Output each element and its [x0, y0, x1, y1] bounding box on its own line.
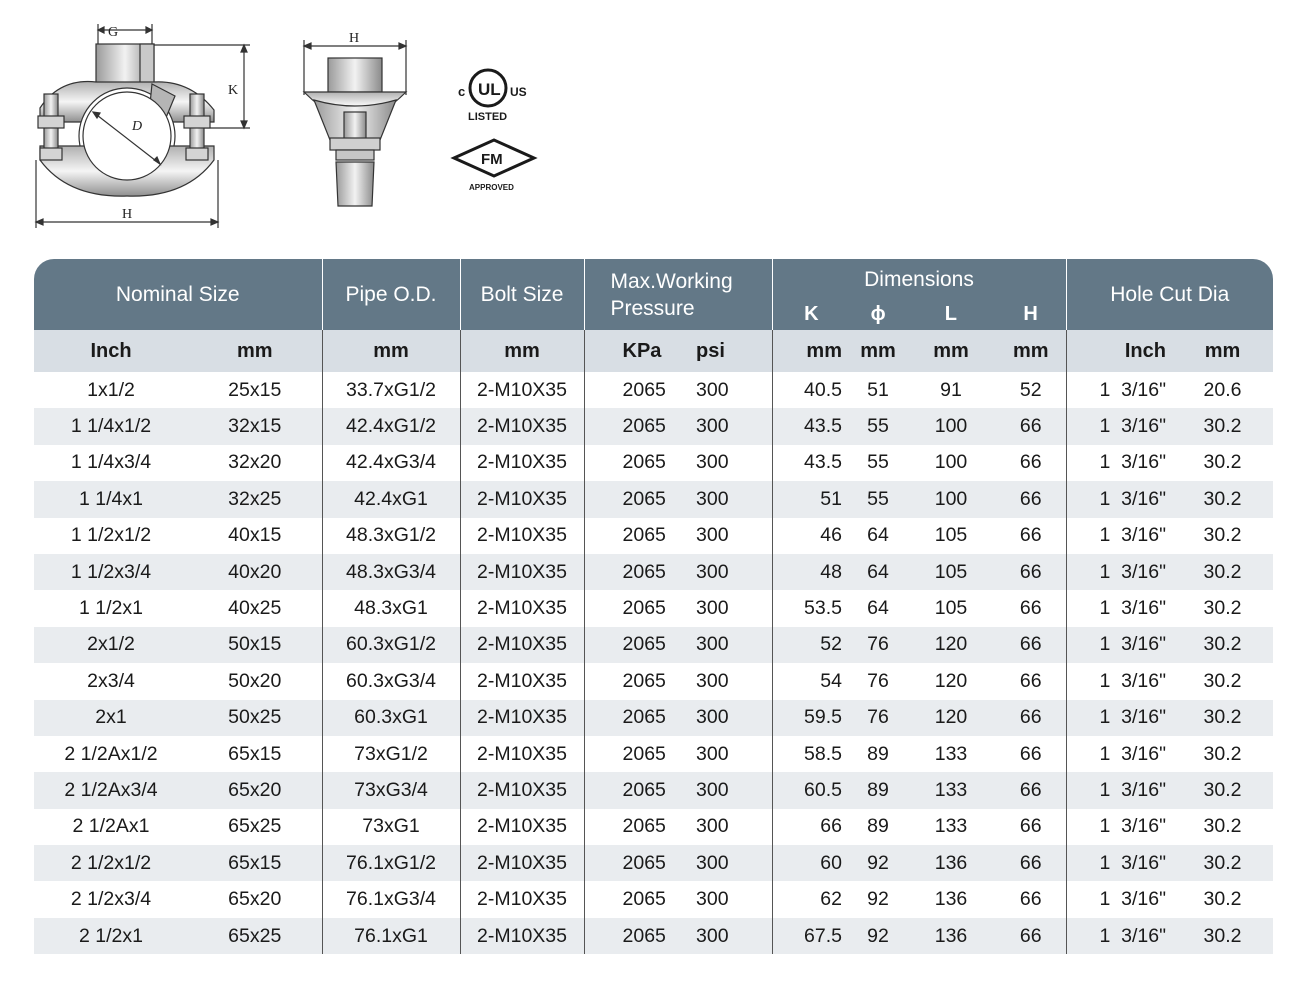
cell-pipe-od: 42.4xG3/4: [322, 445, 460, 481]
cell-kpa: 2065: [584, 372, 682, 408]
cell-dim-phi: 92: [850, 845, 906, 881]
cell-hole-inch: 1 3/16": [1066, 736, 1172, 772]
cell-dim-k: 62: [772, 881, 850, 917]
cell-mm: 32x15: [188, 408, 322, 444]
cell-mm: 65x25: [188, 918, 322, 954]
cell-hole-mm: 30.2: [1172, 700, 1273, 736]
cell-inch: 2 1/2x1/2: [34, 845, 188, 881]
cell-dim-k: 59.5: [772, 700, 850, 736]
cell-inch: 2x1: [34, 700, 188, 736]
header-pressure-line1: Max.Working: [610, 269, 733, 293]
cell-pipe-od: 73xG3/4: [322, 772, 460, 808]
svg-text:US: US: [510, 85, 527, 99]
cell-kpa: 2065: [584, 518, 682, 554]
cell-kpa: 2065: [584, 881, 682, 917]
cell-pipe-od: 42.4xG1/2: [322, 408, 460, 444]
cell-bolt-size: 2-M10X35: [460, 627, 584, 663]
cell-inch: 2x3/4: [87, 669, 135, 692]
subheader-pipe-mm: mm: [322, 330, 460, 372]
cell-dim-l: 105: [934, 524, 968, 547]
cell-dim-h: 66: [1019, 815, 1042, 838]
cell-psi: 300: [696, 815, 729, 838]
cell-psi: 300: [682, 918, 772, 954]
cell-bolt-size: 2-M10X35: [460, 408, 584, 444]
subheader-kpa: KPa: [584, 330, 682, 372]
cell-kpa: 2065: [584, 445, 682, 481]
cell-dim-phi: 64: [867, 597, 889, 620]
subheader-hole-mm: mm: [1172, 330, 1273, 372]
cell-bolt-size: 2-M10X35: [460, 554, 584, 590]
cell-dim-l: 91: [940, 378, 962, 401]
cell-dim-l: 136: [934, 888, 968, 911]
dim-label-h-side: H: [349, 31, 360, 46]
cell-dim-h: 66: [996, 554, 1066, 590]
cell-psi: 300: [682, 700, 772, 736]
cell-bolt-size: 2-M10X35: [460, 590, 584, 626]
cell-psi: 300: [682, 554, 772, 590]
cell-dim-h: 66: [996, 845, 1066, 881]
table-header-row: [34, 259, 1273, 330]
cell-dim-phi: 64: [850, 554, 906, 590]
cell-kpa: 2065: [584, 481, 682, 517]
cell-mm: 40x25: [228, 597, 282, 620]
svg-text:FM: FM: [481, 151, 503, 168]
table-row: [34, 772, 1273, 808]
cell-dim-l: 100: [906, 408, 996, 444]
cell-psi: 300: [682, 772, 772, 808]
table-row: [34, 918, 1273, 954]
cell-inch: 2x1/2: [34, 627, 188, 663]
subheader-phi-mm: mm: [850, 330, 906, 372]
header-pipe-od: Pipe O.D.: [322, 259, 460, 330]
cell-hole-mm: 30.2: [1203, 742, 1242, 765]
cell-pipe-od: 76.1xG1: [322, 918, 460, 954]
cell-dim-l: 105: [906, 554, 996, 590]
cell-psi: 300: [682, 627, 772, 663]
subheader-mm: mm: [188, 330, 322, 372]
cell-psi: 300: [696, 669, 729, 692]
cell-inch: 1 1/2x1: [79, 597, 143, 620]
cell-bolt-size: 2-M10X35: [460, 518, 584, 554]
side-view: [304, 40, 406, 206]
table-row: [34, 445, 1273, 481]
cell-pipe-od: 33.7xG1/2: [322, 372, 460, 408]
cell-dim-k: 48: [772, 554, 850, 590]
table-row: [34, 736, 1273, 772]
cell-inch: 2 1/2Ax1/2: [64, 742, 158, 765]
cell-dim-phi: 89: [850, 772, 906, 808]
cell-dim-k: 43.5: [772, 445, 850, 481]
cell-dim-l: 120: [906, 700, 996, 736]
cell-dim-phi: 76: [867, 669, 889, 692]
cell-hole-inch: 1 3/16": [1066, 918, 1172, 954]
cell-psi: 300: [696, 451, 729, 474]
cell-kpa: 2065: [584, 772, 682, 808]
cell-kpa: 2065: [584, 845, 682, 881]
cell-hole-inch: 1 3/16": [1066, 881, 1172, 917]
cell-kpa: 2065: [584, 554, 682, 590]
cell-inch: 2 1/2x1: [34, 918, 188, 954]
cell-dim-phi: 76: [850, 627, 906, 663]
cell-dim-k: 51: [772, 481, 850, 517]
cell-hole-inch: 1 3/16": [1066, 408, 1172, 444]
cell-hole-inch: 1 3/16": [1066, 700, 1172, 736]
cell-bolt-size: 2-M10X35: [460, 481, 584, 517]
cell-bolt-size: 2-M10X35: [460, 845, 584, 881]
cell-inch: 2 1/2x3/4: [70, 888, 152, 911]
header-nominal-size: Nominal Size: [34, 259, 322, 330]
cell-inch: 1 1/2x1/2: [70, 524, 152, 547]
cell-dim-l: 120: [906, 627, 996, 663]
svg-text:UL: UL: [478, 80, 501, 99]
subheader-h-mm: mm: [996, 330, 1066, 372]
cell-dim-phi: 89: [867, 815, 889, 838]
mechanical-tee-drawing: [0, 0, 560, 240]
cell-psi: 300: [682, 408, 772, 444]
cell-dim-l: 105: [934, 597, 968, 620]
cell-dim-phi: 51: [867, 378, 889, 401]
cell-dim-k: 60.5: [772, 772, 850, 808]
cell-dim-k: 66: [772, 809, 850, 845]
cell-dim-phi: 92: [850, 918, 906, 954]
table-row: [34, 554, 1273, 590]
cell-hole-inch: 1 3/16": [1066, 663, 1172, 699]
cell-pipe-od: 60.3xG3/4: [322, 663, 460, 699]
cell-pipe-od: 42.4xG1: [322, 481, 460, 517]
cell-pipe-od: 73xG1: [322, 809, 460, 845]
cell-dim-h: 66: [996, 408, 1066, 444]
cell-mm: 65x15: [228, 742, 282, 765]
cell-hole-inch: 1 3/16": [1066, 518, 1172, 554]
cell-dim-phi: 92: [867, 888, 889, 911]
cell-mm: 65x25: [228, 815, 282, 838]
cell-hole-inch: 1 3/16": [1066, 845, 1172, 881]
cell-dim-l: 120: [934, 669, 968, 692]
cell-kpa: 2065: [584, 627, 682, 663]
cell-bolt-size: 2-M10X35: [460, 445, 584, 481]
cell-hole-mm: 30.2: [1203, 888, 1242, 911]
cell-bolt-size: 2-M10X35: [460, 663, 584, 699]
cell-dim-k: 54: [772, 663, 850, 699]
cell-inch: 2 1/2Ax1: [72, 815, 150, 838]
cell-kpa: 2065: [584, 736, 682, 772]
cell-hole-mm: 20.6: [1203, 378, 1242, 401]
cell-bolt-size: 2-M10X35: [460, 372, 584, 408]
cell-bolt-size: 2-M10X35: [460, 881, 584, 917]
dim-label-g: G: [108, 25, 119, 40]
table-row: [34, 518, 1273, 554]
cell-dim-h: 66: [1019, 742, 1042, 765]
cell-mm: 40x15: [228, 524, 282, 547]
cell-dim-h: 66: [1019, 669, 1042, 692]
cell-dim-l: 133: [934, 815, 968, 838]
subheader-l-mm: mm: [906, 330, 996, 372]
cell-dim-k: 60: [772, 845, 850, 881]
cell-hole-mm: 30.2: [1203, 815, 1242, 838]
cell-dim-h: 66: [996, 918, 1066, 954]
cell-dim-h: 52: [1019, 378, 1042, 401]
cell-mm: 40x20: [188, 554, 322, 590]
cell-dim-h: 66: [996, 627, 1066, 663]
spec-table-wrapper: [34, 259, 1273, 954]
header-pressure-line2: Pressure: [610, 296, 695, 320]
table-row: [34, 627, 1273, 663]
cell-dim-l: 133: [906, 772, 996, 808]
cell-inch: 1 1/4x1/2: [34, 408, 188, 444]
cell-dim-h: 66: [996, 700, 1066, 736]
cell-hole-inch: 1 3/16": [1066, 627, 1172, 663]
table-row: [34, 700, 1273, 736]
spec-table-body: [34, 372, 1273, 954]
cell-dim-phi: 55: [850, 481, 906, 517]
cell-psi: 300: [682, 481, 772, 517]
cell-hole-inch: 1 3/16": [1066, 445, 1172, 481]
header-dimensions: [772, 259, 1066, 330]
cell-pipe-od: 48.3xG3/4: [322, 554, 460, 590]
cell-dim-l: 136: [906, 918, 996, 954]
cell-inch: 1x1/2: [87, 378, 135, 401]
subheader-inch: Inch: [34, 330, 188, 372]
cell-inch: 1 1/4x3/4: [70, 451, 152, 474]
cell-mm: 25x15: [228, 378, 282, 401]
cell-hole-inch: 1 3/16": [1066, 554, 1172, 590]
cell-dim-l: 136: [906, 845, 996, 881]
cell-pipe-od: 48.3xG1/2: [322, 518, 460, 554]
cell-pipe-od: 48.3xG1: [322, 590, 460, 626]
front-view: [36, 24, 250, 228]
header-dim-k: K: [804, 303, 819, 325]
cell-inch: 2 1/2Ax3/4: [34, 772, 188, 808]
fm-approved-logo: [454, 140, 534, 192]
cell-hole-mm: 30.2: [1172, 554, 1273, 590]
cell-bolt-size: 2-M10X35: [460, 736, 584, 772]
cell-mm: 50x15: [188, 627, 322, 663]
cell-psi: 300: [696, 378, 729, 401]
cell-dim-l: 100: [934, 451, 968, 474]
table-subheader-row: [34, 330, 1273, 372]
header-pressure: [584, 259, 772, 330]
svg-text:APPROVED: APPROVED: [469, 183, 514, 192]
cell-hole-inch: 1 3/16": [1066, 372, 1172, 408]
cell-dim-phi: 64: [867, 524, 889, 547]
table-row: [34, 372, 1273, 408]
cell-dim-k: 43.5: [772, 408, 850, 444]
cell-dim-k: 53.5: [772, 590, 850, 626]
subheader-k-mm: mm: [772, 330, 850, 372]
table-row: [34, 881, 1273, 917]
cell-hole-inch: 1 3/16": [1066, 772, 1172, 808]
svg-text:c: c: [458, 84, 466, 99]
cell-pipe-od: 73xG1/2: [322, 736, 460, 772]
cell-pipe-od: 60.3xG1/2: [322, 627, 460, 663]
header-dim-h: H: [1023, 303, 1038, 325]
dim-label-k: K: [228, 83, 239, 98]
subheader-hole-inch: Inch: [1066, 330, 1172, 372]
svg-text:LISTED: LISTED: [468, 111, 508, 123]
spec-table: [34, 259, 1273, 954]
cell-dim-h: 66: [1019, 888, 1042, 911]
table-row: [34, 809, 1273, 845]
dim-label-d: D: [132, 119, 143, 134]
cell-hole-inch: 1 3/16": [1066, 481, 1172, 517]
cell-hole-mm: 30.2: [1172, 408, 1273, 444]
cell-mm: 65x15: [188, 845, 322, 881]
header-dim-phi: ϕ: [870, 303, 886, 325]
ul-listed-logo: [458, 70, 527, 123]
cell-hole-inch: 1 3/16": [1066, 590, 1172, 626]
cell-mm: 65x20: [228, 888, 282, 911]
cell-kpa: 2065: [584, 590, 682, 626]
header-bolt-size: Bolt Size: [460, 259, 584, 330]
cell-dim-phi: 55: [850, 408, 906, 444]
subheader-bolt-mm: mm: [460, 330, 584, 372]
cell-hole-mm: 30.2: [1172, 481, 1273, 517]
cell-dim-phi: 76: [850, 700, 906, 736]
header-dim-l: L: [944, 303, 957, 325]
dim-label-h-front: H: [122, 207, 133, 222]
table-row: [34, 663, 1273, 699]
cell-kpa: 2065: [584, 809, 682, 845]
cell-dim-k: 58.5: [772, 736, 850, 772]
cell-bolt-size: 2-M10X35: [460, 809, 584, 845]
cell-inch: 1 1/2x3/4: [34, 554, 188, 590]
cell-dim-h: 66: [1019, 524, 1042, 547]
cell-dim-phi: 55: [867, 451, 889, 474]
cell-pipe-od: 60.3xG1: [322, 700, 460, 736]
cell-dim-k: 46: [772, 518, 850, 554]
cell-psi: 300: [696, 742, 729, 765]
table-row: [34, 481, 1273, 517]
table-row: [34, 408, 1273, 444]
cell-dim-l: 100: [906, 481, 996, 517]
table-row: [34, 590, 1273, 626]
header-dimensions-sub: [773, 303, 1066, 326]
cell-dim-k: 40.5: [772, 372, 850, 408]
cell-hole-mm: 30.2: [1203, 669, 1242, 692]
cell-dim-k: 52: [772, 627, 850, 663]
cell-bolt-size: 2-M10X35: [460, 700, 584, 736]
cell-kpa: 2065: [584, 663, 682, 699]
subheader-psi: psi: [682, 330, 772, 372]
cell-bolt-size: 2-M10X35: [460, 772, 584, 808]
cell-psi: 300: [696, 888, 729, 911]
cell-dim-l: 133: [934, 742, 968, 765]
cell-dim-h: 66: [1019, 597, 1042, 620]
cell-kpa: 2065: [584, 700, 682, 736]
cell-hole-mm: 30.2: [1172, 627, 1273, 663]
cell-pipe-od: 76.1xG1/2: [322, 845, 460, 881]
cell-psi: 300: [682, 845, 772, 881]
cell-dim-phi: 89: [867, 742, 889, 765]
cell-kpa: 2065: [584, 408, 682, 444]
cell-mm: 50x20: [228, 669, 282, 692]
cell-hole-mm: 30.2: [1172, 918, 1273, 954]
cell-hole-inch: 1 3/16": [1066, 809, 1172, 845]
cell-mm: 32x25: [188, 481, 322, 517]
cell-dim-h: 66: [1019, 451, 1042, 474]
cell-psi: 300: [696, 524, 729, 547]
cell-psi: 300: [696, 597, 729, 620]
cell-mm: 32x20: [228, 451, 282, 474]
cell-hole-mm: 30.2: [1203, 451, 1242, 474]
header-hole-cut-dia: Hole Cut Dia: [1066, 259, 1273, 330]
cell-dim-h: 66: [996, 772, 1066, 808]
cell-kpa: 2065: [584, 918, 682, 954]
cell-hole-mm: 30.2: [1203, 597, 1242, 620]
header-dimensions-title: Dimensions: [864, 268, 974, 291]
cell-mm: 50x25: [188, 700, 322, 736]
cell-mm: 65x20: [188, 772, 322, 808]
cell-dim-h: 66: [996, 481, 1066, 517]
cell-pipe-od: 76.1xG3/4: [322, 881, 460, 917]
table-row: [34, 845, 1273, 881]
cell-dim-k: 67.5: [772, 918, 850, 954]
cell-bolt-size: 2-M10X35: [460, 918, 584, 954]
cell-inch: 1 1/4x1: [34, 481, 188, 517]
cell-hole-mm: 30.2: [1172, 772, 1273, 808]
technical-drawings: [0, 0, 560, 240]
cell-hole-mm: 30.2: [1172, 845, 1273, 881]
cell-hole-mm: 30.2: [1203, 524, 1242, 547]
